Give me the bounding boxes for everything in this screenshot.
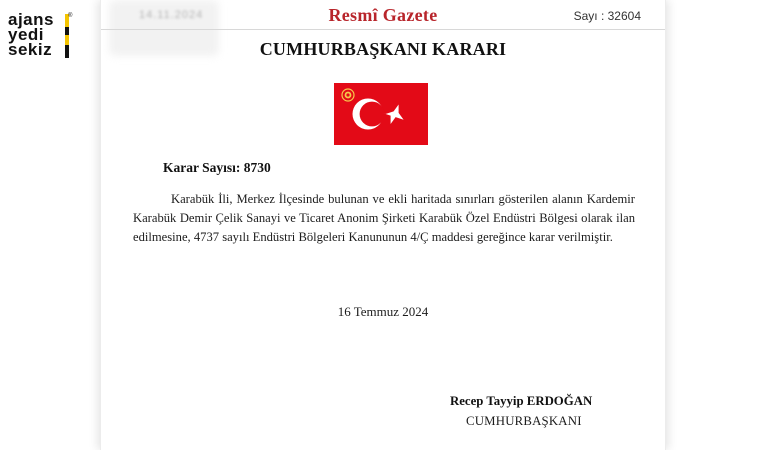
decree-title: CUMHURBAŞKANI KARARI: [259, 39, 507, 59]
decree-body-text: Karabük İli, Merkez İlçesinde bulunan ve ekli haritada sınırları gösterilen alanın Kardemir Karabük Demir Çelik Sanayi ve Ticaret Anonim Şirketi Karabük Özel Endüstri Bölgesi olarak ilan edilmesine, 4737 sayılı Endüstri Bölgeleri Kanununun 4/Ç maddesi gereğince karar verilmiştir.: [133, 192, 635, 244]
signer-name: Recep Tayyip ERDOĞAN: [450, 394, 593, 408]
logo-line-3: sekiz: [8, 40, 53, 59]
ajans-sekiz-logo: [8, 10, 73, 59]
logo-line-1: ajans: [8, 10, 54, 29]
blurred-publication-date: 14.11.2024: [139, 9, 204, 21]
logo-line-2: yedi: [8, 25, 45, 44]
decree-date: 16 Temmuz 2024: [337, 304, 429, 319]
gazette-page: [100, 0, 666, 450]
registered-mark-icon: ®: [68, 13, 73, 19]
issue-number: Sayı : 32604: [573, 9, 641, 23]
header-divider: [101, 29, 665, 30]
gazette-title: Resmî Gazete: [328, 5, 438, 25]
turkish-flag-icon: [334, 83, 428, 145]
decision-number: Karar Sayısı: 8730: [163, 160, 271, 175]
signer-title: CUMHURBAŞKANI: [466, 414, 582, 428]
